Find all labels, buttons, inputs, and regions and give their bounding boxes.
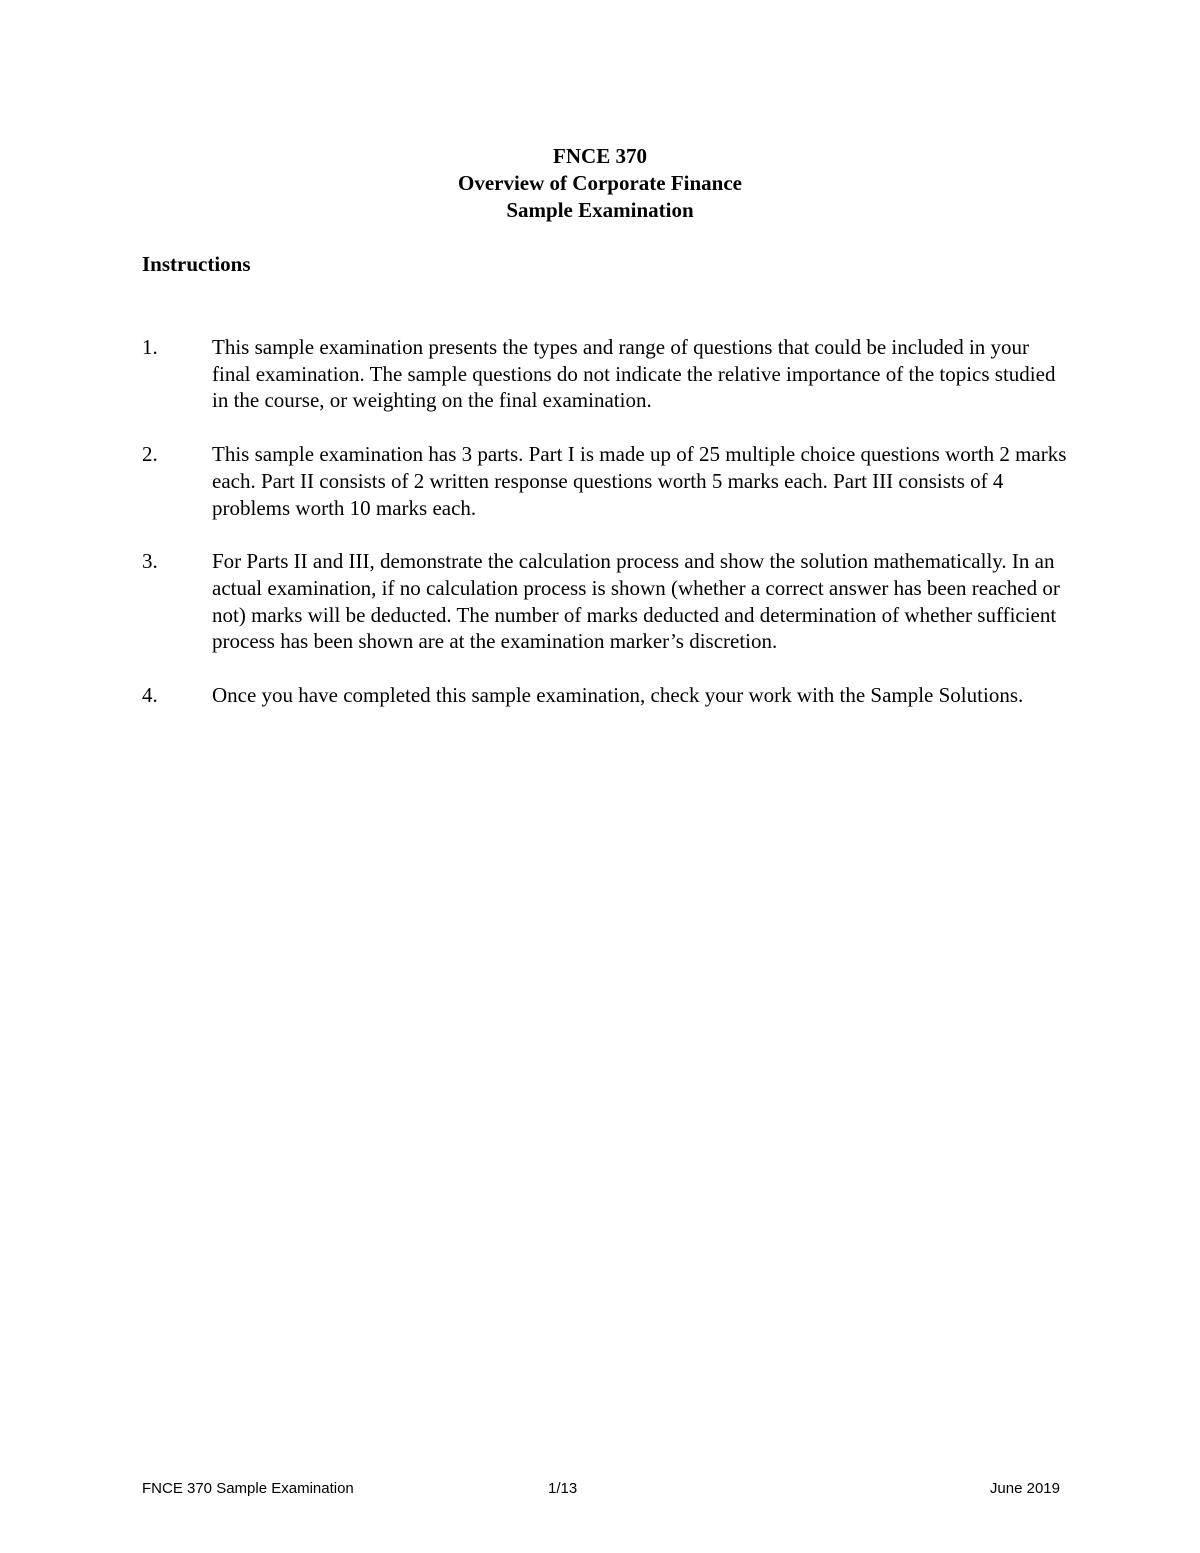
footer-document-name: FNCE 370 Sample Examination <box>142 1480 354 1497</box>
instruction-number: 1. <box>142 335 158 359</box>
page-footer <box>142 1477 1060 1501</box>
instruction-item-2 <box>142 441 1067 521</box>
document-title: Sample Examination <box>506 198 694 222</box>
instruction-item-4 <box>142 682 1062 709</box>
instructions-list <box>142 334 1067 736</box>
instructions-heading: Instructions <box>142 252 251 276</box>
footer-page-number: 1/13 <box>548 1480 578 1497</box>
instruction-text: For Parts II and III, demonstrate the calculation process and show the solution mathematically. In an actual examination, if no calculation process is shown (whether a correct answer has been reached or not) marks will be deducted. The number of marks deducted and determination of whether sufficient process has been shown are at the examination marker’s discretion. <box>212 549 1060 654</box>
course-code: FNCE 370 <box>553 144 647 168</box>
instruction-item-1 <box>142 334 1062 414</box>
instruction-number: 2. <box>142 442 158 467</box>
footer-date: June 2019 <box>989 1480 1060 1497</box>
instruction-item-3 <box>142 548 1062 655</box>
title-block <box>0 143 1200 224</box>
course-title: Overview of Corporate Finance <box>457 171 742 195</box>
instruction-text: This sample examination has 3 parts. Part I is made up of 25 multiple choice questions worth 2 marks each. Part II consists of 2 written response questions worth 5 marks each. Part III consists of 4 problems worth 10 marks each. <box>212 442 1067 520</box>
instruction-text: Once you have completed this sample examination, check your work with the Sample Solutions. <box>212 683 1024 708</box>
instruction-number: 4. <box>142 683 158 708</box>
instruction-number: 3. <box>142 549 158 574</box>
instruction-text: This sample examination presents the types and range of questions that could be included in your final examination. The sample questions do not indicate the relative importance of the topics studied in the course, or weighting on the final examination. <box>212 335 1056 413</box>
